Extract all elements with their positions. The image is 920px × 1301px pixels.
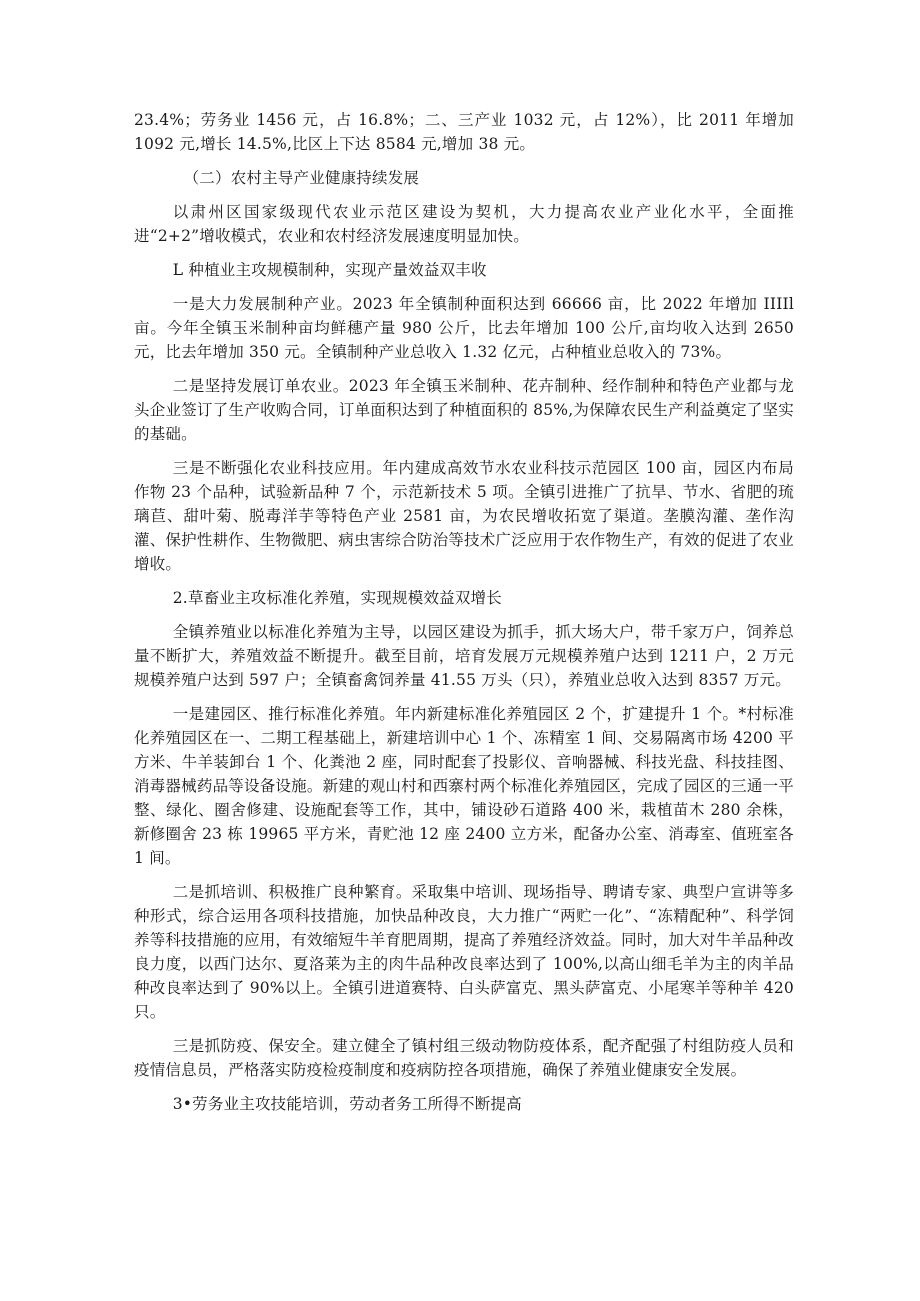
paragraph: 二是坚持发展订单农业。2023 年全镇玉米制种、花卉制种、经作制种和特色产业都与龙头企业签订了生产收购合同，订单面积达到了种植面积的 85%,为保障农民生产利益奠定了坚实的基础。 (134, 377, 794, 443)
subsection-heading: 3•劳务业主攻技能培训，劳动者务工所得不断提高 (172, 1095, 522, 1113)
paragraph: 以肃州区国家级现代农业示范区建设为契机，大力提高农业产业化水平，全面推进“2+2”增收模式，农业和农村经济发展速度明显加快。 (134, 203, 794, 245)
section-heading: （二）农村主导产业健康持续发展 (183, 169, 420, 187)
paragraph: 三是不断强化农业科技应用。年内建成高效节水农业科技示范园区 100 亩，园区内布局作物 23 个品种，试验新品种 7 个，示范新技术 5 项。全镇引进推广了抗旱、节水、省肥的琉璃苣、甜叶菊、脱毒洋芋等特色产业 2581 亩，为农民增收拓宽了渠道。垄膜沟灌、垄作沟灌、保护性耕作、生物微肥、病虫害综合防治等技术广泛应用于农作物生产，有效的促进了农业增收。 (134, 459, 794, 573)
paragraph: 全镇养殖业以标准化养殖为主导，以园区建设为抓手，抓大场大户，带千家万户，饲养总量不断扩大，养殖效益不断提升。截至目前，培育发展万元规模养殖户达到 1211 户，2 万元规模养殖户达到 597 户；全镇畜禽饲养量 41.55 万头（只），养殖业总收入达到 8357 万元。 (134, 623, 794, 689)
subsection-heading: L 种植业主攻规模制种，实现产量效益双丰收 (172, 261, 487, 279)
paragraph: 三是抓防疫、保安全。建立健全了镇村组三级动物防疫体系，配齐配强了村组防疫人员和疫情信息员，严格落实防疫检疫制度和疫病防控各项措施，确保了养殖业健康安全发展。 (134, 1037, 794, 1079)
paragraph: 一是建园区、推行标准化养殖。年内新建标准化养殖园区 2 个，扩建提升 1 个。*村标准化养殖园区在一、二期工程基础上，新建培训中心 1 个、冻精室 1 间、交易隔离市场 4200 平方米、牛羊装卸台 1 个、化粪池 2 座，同时配套了投影仪、音响器械、科技光盘、科技挂图、消毒器械药品等设备设施。新建的观山村和西寨村两个标准化养殖园区，完成了园区的三通一平整、绿化、圈舍修建、设施配套等工作，其中，铺设砂石道路 400 米，栽植苗木 280 余株，新修圈舍 23 栋 19965 平方米，青贮池 12 座 2400 立方米，配备办公室、消毒室、值班室各 1 间。 (134, 705, 794, 867)
subsection-heading: 2.草畜业主攻标准化养殖，实现规模效益双增长 (172, 589, 502, 607)
document-page (134, 108, 794, 1126)
paragraph: 二是抓培训、积极推广良种繁育。采取集中培训、现场指导、聘请专家、典型户宣讲等多种形式，综合运用各项科技措施，加快品种改良，大力推广“两贮一化”、“冻精配种”、科学饲养等科技措施的应用，有效缩短牛羊育肥周期，提高了养殖经济效益。同时，加大对牛羊品种改良力度，以西门达尔、夏洛莱为主的肉牛品种改良率达到了 100%,以高山细毛羊为主的肉羊品种改良率达到了 90%以上。全镇引进道赛特、白头萨富克、黑头萨富克、小尾寒羊等种羊 420 只。 (134, 883, 794, 1021)
paragraph: 23.4%；劳务业 1456 元，占 16.8%；二、三产业 1032 元，占 12%），比 2011 年增加 1092 元,增长 14.5%,比区上下达 8584 元,增加 38 元。 (134, 111, 794, 153)
paragraph: 一是大力发展制种产业。2023 年全镇制种面积达到 66666 亩，比 2022 年增加 IIIIl 亩。今年全镇玉米制种亩均鲜穗产量 980 公斤，比去年增加 100 公斤,亩均收入达到 2650 元，比去年增加 350 元。全镇制种产业总收入 1.32 亿元，占种植业总收入的 73%。 (134, 295, 794, 361)
